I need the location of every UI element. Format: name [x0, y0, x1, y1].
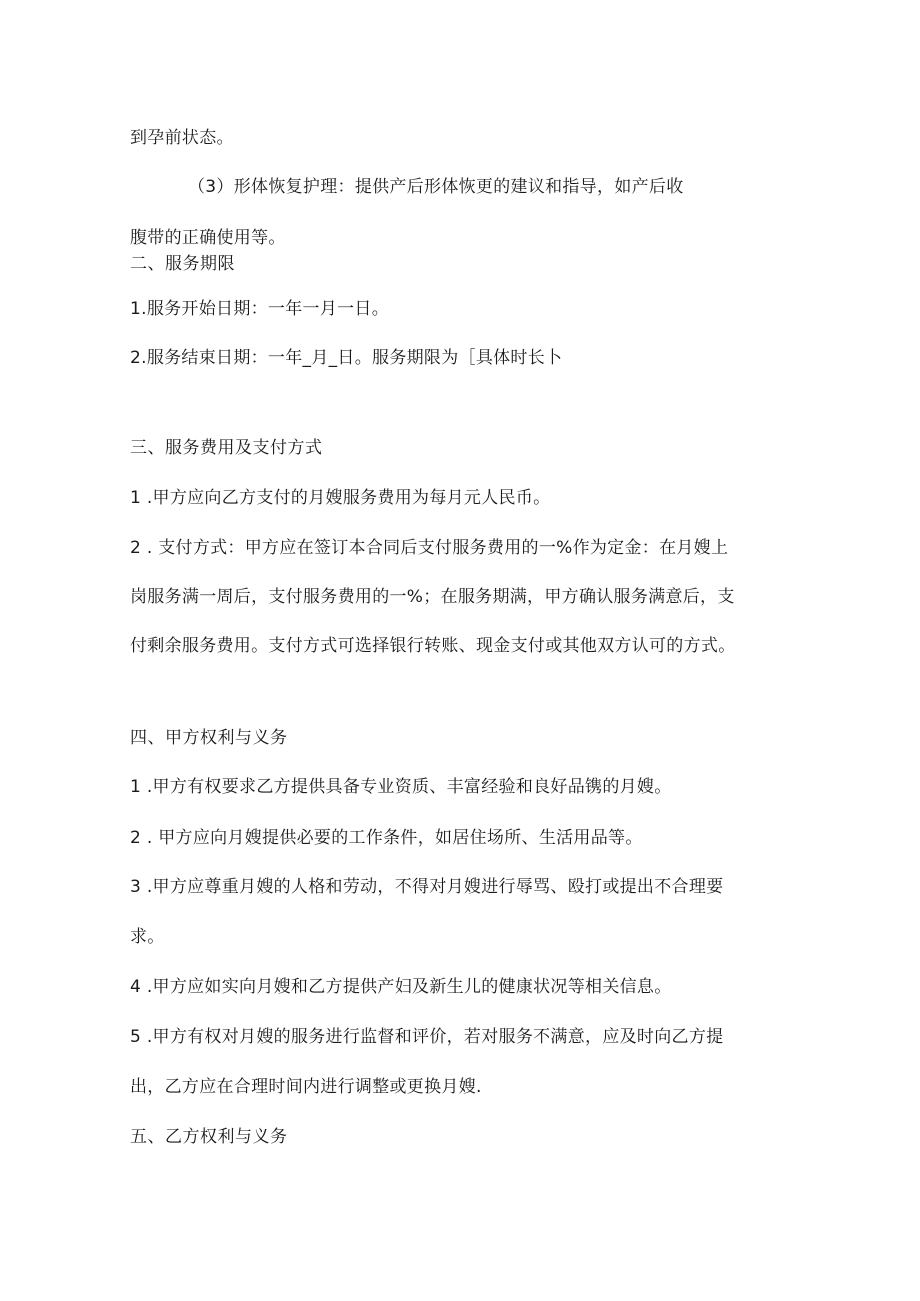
list-item: 5 .甲方有权对月嫂的服务进行监督和评价，若对服务不满意，应及时向乙方提 [130, 1027, 724, 1047]
list-item: 2 . 甲方应向月嫂提供必要的工作条件，如居住场所、生活用品等。 [130, 828, 643, 848]
paragraph-line: 求。 [130, 927, 165, 947]
list-item: 2.服务结束日期：一年_月_日。服务期限为［具体时长卜 [130, 348, 563, 368]
paragraph-line: 腹带的正确使用等。 [130, 228, 286, 248]
list-item: 1 .甲方有权要求乙方提供具备专业资质、丰富经验和良好品镌的月嫂。 [130, 777, 672, 797]
section-heading: 二、服务期限 [130, 254, 235, 274]
section-heading: 三、服务费用及支付方式 [130, 438, 323, 458]
list-item: 3 .甲方应尊重月嫂的人格和劳动，不得对月嫂进行辱骂、殴打或提出不合理要 [130, 877, 724, 897]
list-item: 1 .甲方应向乙方支付的月嫂服务费用为每月元人民币。 [130, 488, 551, 508]
paragraph-line: （3）形体恢复护理：提供产后形体恢更的建议和指导，如产后收 [188, 177, 684, 197]
section-heading: 五、乙方权利与义务 [130, 1127, 288, 1147]
paragraph-line: 岗服务满一周后，支付服务费用的一%；在服务期满，甲方确认服务满意后，支 [130, 587, 735, 607]
section-heading: 四、甲方权利与义务 [130, 728, 288, 748]
paragraph-line: 付剩余服务费用。支付方式可选择银行转账、现金支付或其他双方认可的方式。 [130, 636, 736, 656]
list-item: 4 .甲方应如实向月嫂和乙方提供产妇及新生儿的健康状况等相关信息。 [130, 977, 672, 997]
paragraph-line: 到孕前状态。 [130, 128, 234, 148]
paragraph-line: 出，乙方应在合理时间内进行调整或更换月嫂. [130, 1077, 482, 1097]
list-item: 1.服务开始日期：一年一月一日。 [130, 299, 390, 319]
list-item: 2 . 支付方式：甲方应在签订本合同后支付服务费用的一%作为定金：在月嫂上 [130, 538, 729, 558]
